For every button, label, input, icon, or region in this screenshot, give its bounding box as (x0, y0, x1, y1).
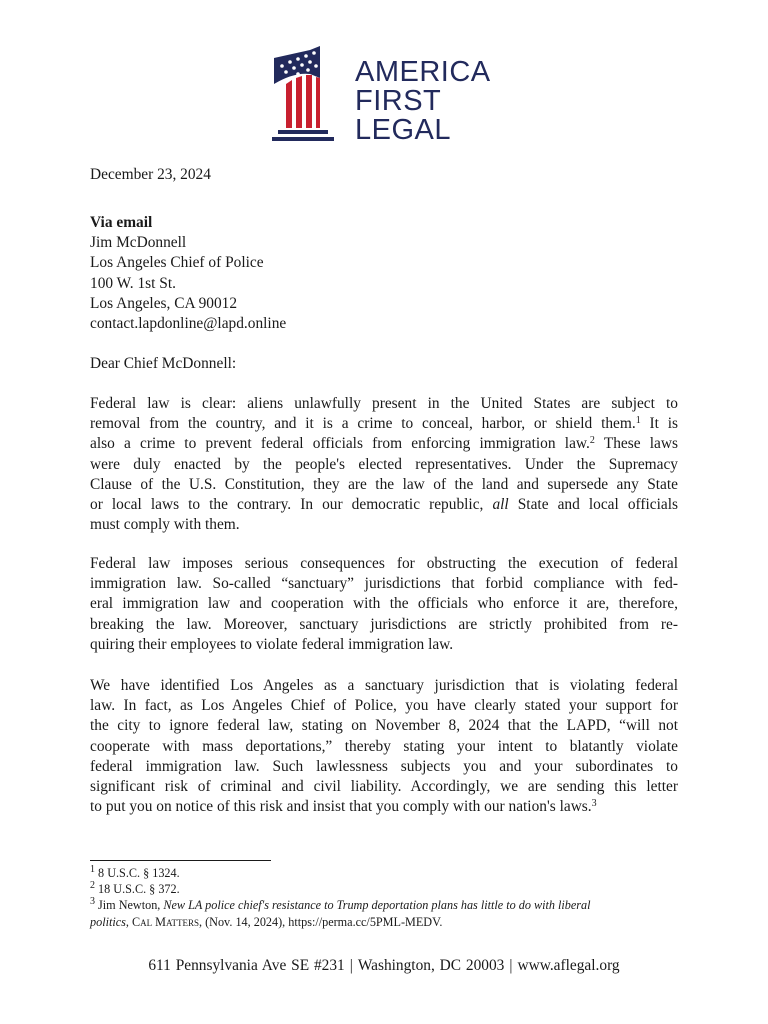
paragraph-line: must comply with them. (90, 516, 240, 534)
paragraph-line: immigration law. So-called “sanctuary” jurisdictions that forbid compliance with fed- (90, 575, 678, 593)
footnote-3: $^3$ Jim Newton, New LA police chief's resistance to Trump deportation plans has little to do with liberal politics, Cal Matters, (Nov. 14, 2024), https://perma.cc/5PML-MEDV. (90, 896, 591, 929)
paragraph-line: or local laws to the contrary. In our democratic republic, all State and local officials (90, 496, 678, 514)
recipient-title: Los Angeles Chief of Police (90, 254, 264, 272)
paragraph-line: also a crime to prevent federal officials from enforcing immigration law.$^2$ These laws (90, 435, 678, 453)
paragraph-line: significant risk of criminal and civil liability. Accordingly, we are sending this letter (90, 778, 678, 796)
paragraph-line: We have identified Los Angeles as a sanctuary jurisdiction that is violating federal (90, 677, 678, 694)
paragraph-line: Federal law is clear: aliens unlawfully present in the United States are subject to (90, 395, 678, 412)
emphasis-all: all (492, 496, 509, 514)
logo-wordmark (355, 58, 491, 145)
column-flag-icon (270, 44, 340, 148)
salutation-text: Dear Chief McDonnell: (90, 355, 237, 372)
paragraph-line: Clause of the U.S. Constitution, they are the law of the land and supersede any State (90, 475, 678, 493)
footnote-ref-2[interactable]: 2 (589, 435, 595, 447)
organization-logo (270, 44, 510, 148)
logo-line-america: AMERICA (355, 56, 491, 88)
footnote-ref-3[interactable]: 3 (591, 798, 597, 810)
recipient-block (90, 213, 678, 334)
article-title: New LA police chief's resistance to Trump deportation plans has little to do with liberal (163, 898, 591, 913)
paragraph-line: quiring their employees to violate federal immigration law. (90, 635, 454, 653)
recipient-name: Jim McDonnell (90, 234, 187, 252)
paragraph-line: law. In fact, as Los Angeles Chief of Police, you have clearly stated your support for (90, 697, 678, 715)
footer-city: Washington, DC 20003 (357, 957, 505, 974)
footnote-divider (90, 860, 271, 861)
footer-website-link[interactable]: www.aflegal.org (517, 957, 620, 974)
paragraph-line: to put you on notice of this risk and insist that you comply with our nation's laws.$^3$ (90, 798, 597, 816)
paragraph-2 (90, 554, 678, 655)
footnote-ref-1[interactable]: 1 (635, 415, 641, 427)
letterhead-footer: 611 Pennsylvania Ave SE #231 | Washington, DC 20003 | www.aflegal.org (148, 957, 620, 974)
footnote-2: $^2$ 18 U.S.C. § 372. (90, 880, 180, 897)
date-text: December 23, 2024 (90, 166, 211, 183)
footer-address: 611 Pennsylvania Ave SE #231 (148, 957, 345, 974)
paragraph-line: removal from the country, and it is a crime to conceal, harbor, or shield them.$^1$ It is (90, 415, 678, 433)
paragraph-line: breaking the law. Moreover, sanctuary jurisdictions are strictly prohibited from re- (90, 615, 678, 633)
salutation (90, 354, 678, 374)
paragraph-1 (90, 394, 678, 535)
recipient-street: 100 W. 1st St. (90, 274, 176, 292)
paragraph-line: the city to ignore federal law, stating on November 8, 2024 that the LAPD, “will not (90, 717, 678, 735)
footnote-1: $^1$ 8 U.S.C. § 1324. (90, 864, 180, 880)
letter-date (90, 165, 678, 185)
logo-line-legal: LEGAL (355, 114, 451, 146)
paragraph-line: federal immigration law. Such lawlessness subjects you and your subordinates to (90, 757, 678, 775)
paragraph-line: cooperate with mass deportations,” thereby stating your intent to blatantly violate (90, 737, 678, 755)
delivery-method: Via email (90, 214, 153, 231)
paragraph-line: eral immigration law and cooperation with the officials who enforce it are, therefore, (90, 595, 678, 613)
logo-line-first: FIRST (355, 85, 442, 117)
citation-link-text[interactable]: , (Nov. 14, 2024), https://perma.cc/5PML-MEDV. (199, 914, 443, 929)
paragraph-line: Federal law imposes serious consequences for obstructing the execution of federal (90, 555, 678, 572)
footnotes (90, 865, 680, 930)
recipient-city: Los Angeles, CA 90012 (90, 294, 238, 312)
paragraph-3 (90, 676, 678, 817)
paragraph-line: were duly enacted by the people's elected representatives. Under the Supremacy (90, 455, 678, 473)
article-title-cont: politics (90, 914, 126, 929)
recipient-email: contact.lapdonline@lapd.online (90, 315, 287, 333)
publication-name: Cal Matters (131, 914, 199, 929)
